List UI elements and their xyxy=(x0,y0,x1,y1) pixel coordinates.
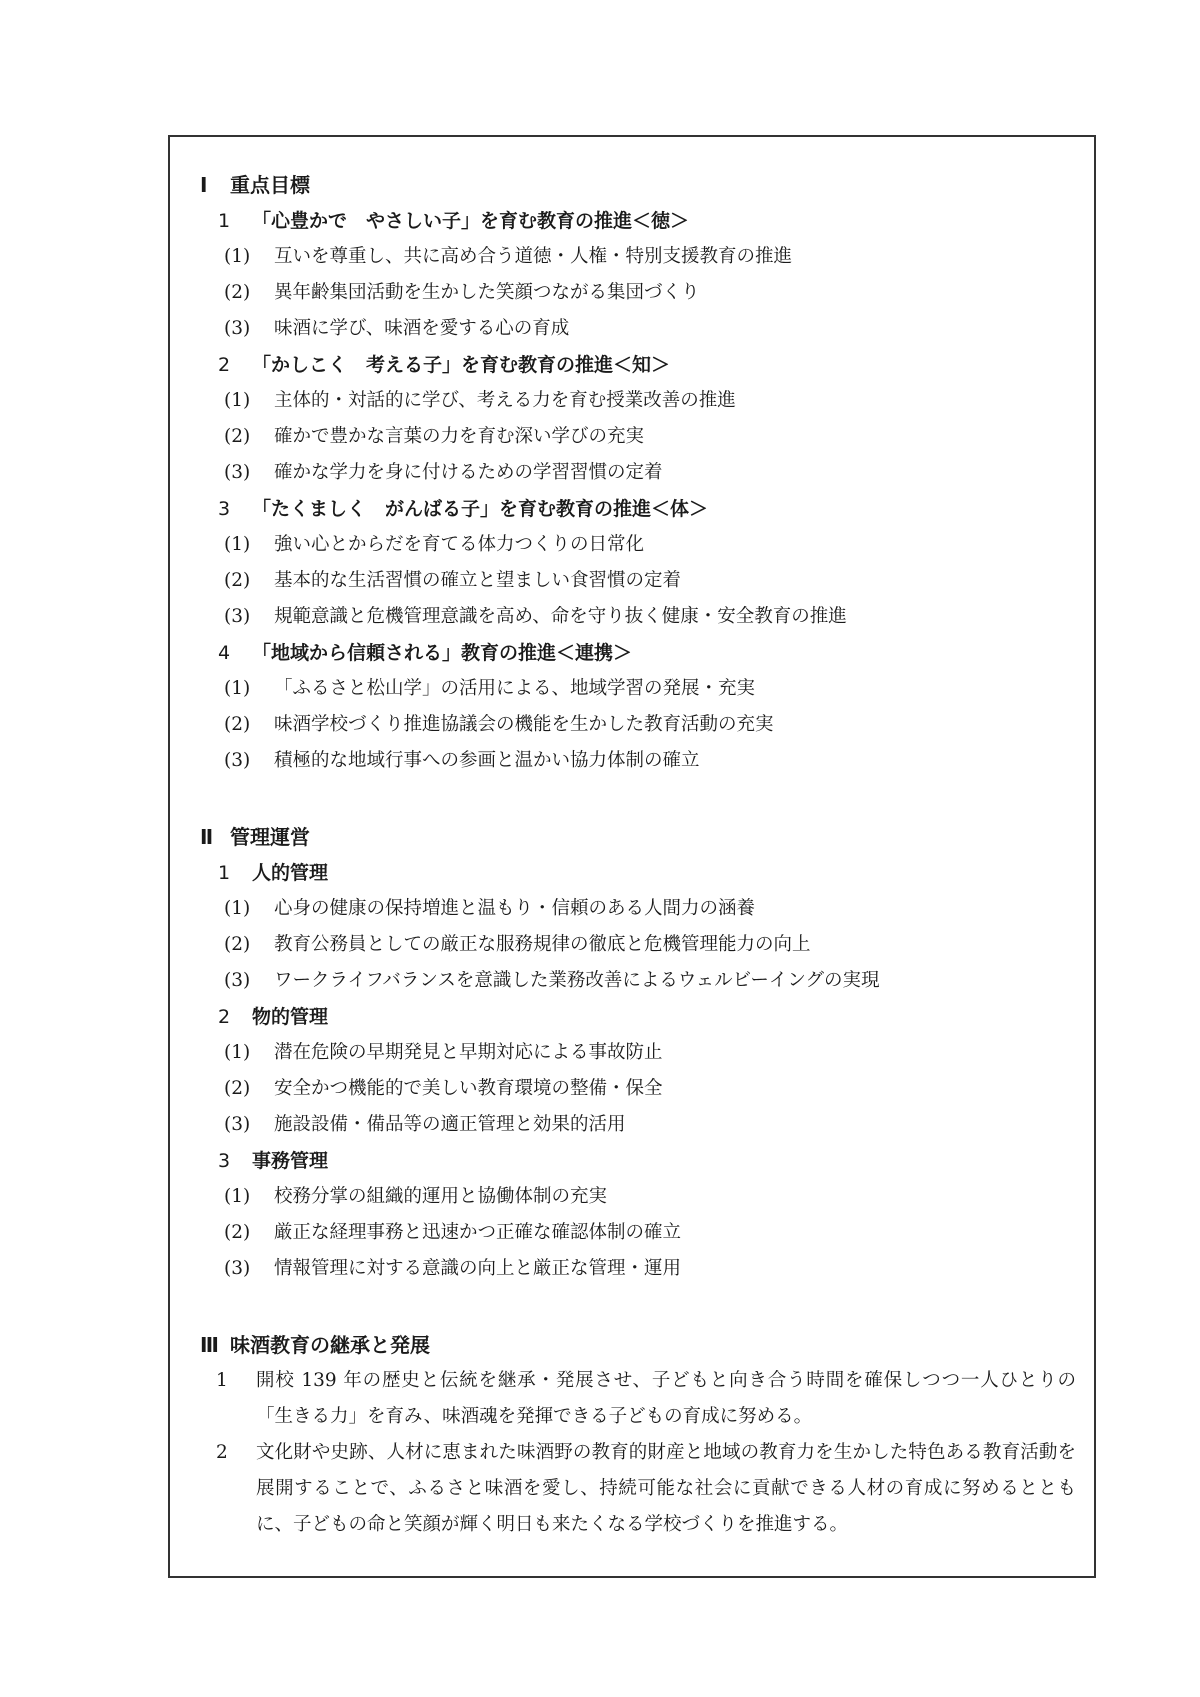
list-item xyxy=(200,1035,1076,1071)
list-item xyxy=(200,1215,1076,1251)
item-number: (2) xyxy=(224,934,251,955)
item-text: 確かな学力を身に付けるための学習習慣の定着 xyxy=(274,462,663,483)
item-text: 味酒学校づくり推進協議会の機能を生かした教育活動の充実 xyxy=(274,714,774,735)
goal-number: 1 xyxy=(218,210,231,232)
item-text: 校務分掌の組織的運用と協働体制の充実 xyxy=(274,1186,608,1207)
section-number: Ⅲ xyxy=(200,1333,219,1357)
list-item xyxy=(200,599,1076,635)
subsection-number: 3 xyxy=(218,1150,231,1172)
item-text: 安全かつ機能的で美しい教育環境の整備・保全 xyxy=(274,1078,663,1099)
section-number: Ⅱ xyxy=(200,825,214,849)
document-frame xyxy=(168,135,1096,1578)
item-text: 潜在危険の早期発見と早期対応による事故防止 xyxy=(274,1042,663,1063)
goal-heading xyxy=(200,203,1076,239)
item-number: (1) xyxy=(224,246,251,267)
item-number: (1) xyxy=(224,1042,251,1063)
list-item xyxy=(200,419,1076,455)
item-text: ワークライフバランスを意識した業務改善によるウェルビーイングの実現 xyxy=(274,970,880,991)
item-text: 主体的・対話的に学び、考える力を育む授業改善の推進 xyxy=(274,390,736,411)
item-text: 教育公務員としての厳正な服務規律の徹底と危機管理能力の向上 xyxy=(274,934,811,955)
item-number: (2) xyxy=(224,426,251,447)
paragraph-number: 2 xyxy=(216,1442,228,1463)
subsection-title: 事務管理 xyxy=(252,1150,329,1172)
item-text: 確かで豊かな言葉の力を育む深い学びの充実 xyxy=(274,426,645,447)
subsection-number: 1 xyxy=(218,862,231,884)
list-item xyxy=(200,527,1076,563)
item-text: 情報管理に対する意識の向上と厳正な管理・運用 xyxy=(274,1258,682,1279)
list-item xyxy=(200,1179,1076,1215)
item-number: (3) xyxy=(224,1258,251,1279)
subsection-number: 2 xyxy=(218,1006,231,1028)
item-number: (1) xyxy=(224,1186,251,1207)
section-spacer xyxy=(200,1287,1076,1327)
goal-heading xyxy=(200,491,1076,527)
paragraph-text: 開校 139 年の歴史と伝統を継承・発展させ、子どもと向き合う時間を確保しつつ一人ひとりの「生きる力」を育み、味酒魂を発揮できる子どもの育成に努める。 xyxy=(256,1370,1076,1427)
goal-title: 「心豊かで やさしい子」を育む教育の推進＜徳＞ xyxy=(252,210,690,232)
list-item xyxy=(200,311,1076,347)
goal-heading xyxy=(200,347,1076,383)
subsection-heading xyxy=(200,855,1076,891)
goal-title: 「地域から信頼される」教育の推進＜連携＞ xyxy=(252,642,633,664)
item-text: 「ふるさと松山学」の活用による、地域学習の発展・充実 xyxy=(274,678,756,699)
subsection-heading xyxy=(200,1143,1076,1179)
item-number: (3) xyxy=(224,318,251,339)
list-item xyxy=(200,963,1076,999)
item-number: (3) xyxy=(224,750,251,771)
list-item xyxy=(200,743,1076,779)
item-text: 互いを尊重し、共に高め合う道徳・人権・特別支援教育の推進 xyxy=(274,246,793,267)
item-number: (3) xyxy=(224,606,251,627)
list-item xyxy=(200,891,1076,927)
subsection-title: 物的管理 xyxy=(252,1006,329,1028)
list-item xyxy=(200,275,1076,311)
document-content xyxy=(200,167,1076,1543)
item-text: 味酒に学び、味酒を愛する心の育成 xyxy=(274,318,570,339)
item-text: 厳正な経理事務と迅速かつ正確な確認体制の確立 xyxy=(274,1222,682,1243)
goal-title: 「かしこく 考える子」を育む教育の推進＜知＞ xyxy=(252,354,671,376)
list-item xyxy=(200,671,1076,707)
section-heading-3 xyxy=(200,1327,1076,1363)
subsection-title: 人的管理 xyxy=(252,862,329,884)
item-number: (3) xyxy=(224,970,251,991)
goal-heading xyxy=(200,635,1076,671)
goal-number: 2 xyxy=(218,354,231,376)
item-number: (2) xyxy=(224,1222,251,1243)
section-number: Ⅰ xyxy=(200,173,208,197)
item-number: (3) xyxy=(224,462,251,483)
item-text: 規範意識と危機管理意識を高め、命を守り抜く健康・安全教育の推進 xyxy=(274,606,847,627)
section-heading-2 xyxy=(200,819,1076,855)
list-item xyxy=(200,707,1076,743)
list-item xyxy=(200,1071,1076,1107)
item-number: (1) xyxy=(224,534,251,555)
goal-title: 「たくましく がんばる子」を育む教育の推進＜体＞ xyxy=(252,498,709,520)
paragraph-text: 文化財や史跡、人材に恵まれた味酒野の教育的財産と地域の教育力を生かした特色ある教育活動を展開することで、ふるさと味酒を愛し、持続可能な社会に貢献できる人材の育成に努めるとともに、子どもの命と笑顔が輝く明日も来たくなる学校づくりを推進する。 xyxy=(256,1442,1076,1535)
item-text: 強い心とからだを育てる体力つくりの日常化 xyxy=(274,534,645,555)
list-item xyxy=(200,563,1076,599)
item-number: (2) xyxy=(224,282,251,303)
section-heading-1 xyxy=(200,167,1076,203)
list-item xyxy=(200,1107,1076,1143)
subsection-heading xyxy=(200,999,1076,1035)
item-text: 積極的な地域行事への参画と温かい協力体制の確立 xyxy=(274,750,700,771)
item-text: 基本的な生活習慣の確立と望ましい食習慣の定着 xyxy=(274,570,682,591)
item-number: (2) xyxy=(224,570,251,591)
item-number: (2) xyxy=(224,714,251,735)
item-number: (1) xyxy=(224,898,251,919)
list-item xyxy=(200,239,1076,275)
list-item xyxy=(200,455,1076,491)
item-number: (2) xyxy=(224,1078,251,1099)
list-item xyxy=(200,1251,1076,1287)
section-title: 管理運営 xyxy=(230,825,310,849)
paragraph xyxy=(200,1363,1076,1435)
paragraph-number: 1 xyxy=(216,1370,228,1391)
list-item xyxy=(200,383,1076,419)
item-text: 異年齢集団活動を生かした笑顔つながる集団づくり xyxy=(274,282,700,303)
list-item xyxy=(200,927,1076,963)
item-number: (3) xyxy=(224,1114,251,1135)
item-text: 施設設備・備品等の適正管理と効果的活用 xyxy=(274,1114,626,1135)
item-number: (1) xyxy=(224,390,251,411)
section-title: 味酒教育の継承と発展 xyxy=(230,1333,430,1357)
section-title: 重点目標 xyxy=(230,173,310,197)
item-text: 心身の健康の保持増進と温もり・信頼のある人間力の涵養 xyxy=(274,898,756,919)
goal-number: 4 xyxy=(218,642,231,664)
item-number: (1) xyxy=(224,678,251,699)
goal-number: 3 xyxy=(218,498,231,520)
paragraph xyxy=(200,1435,1076,1543)
section-spacer xyxy=(200,779,1076,819)
